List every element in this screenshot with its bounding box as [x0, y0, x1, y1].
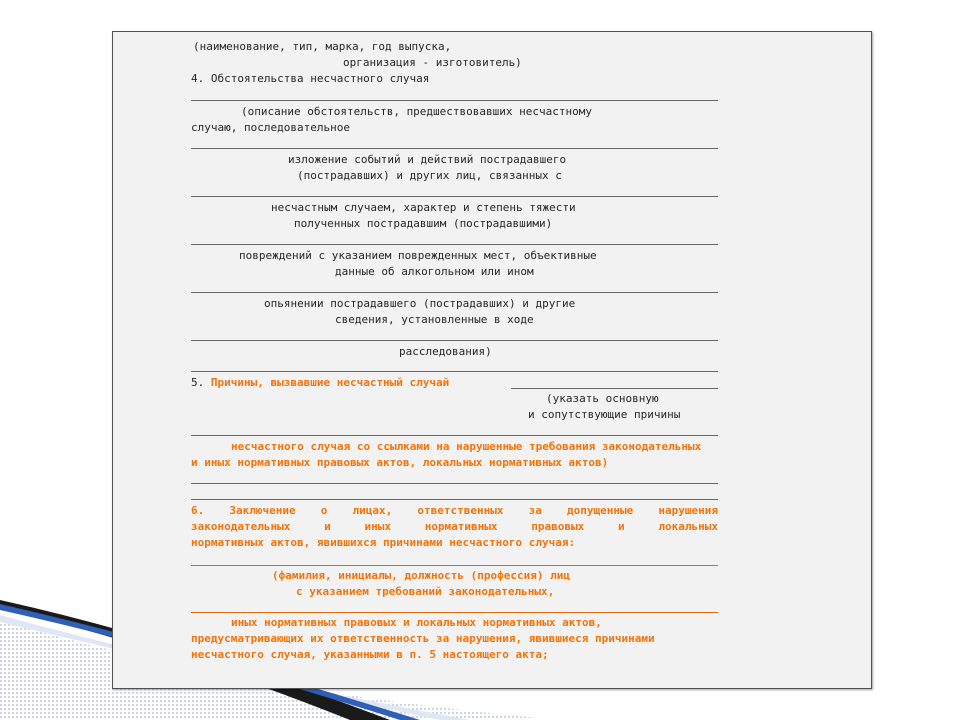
doc-line — [191, 376, 449, 389]
blank-line — [191, 244, 718, 245]
blank-line — [191, 612, 718, 613]
doc-line: 6. Заключение о лицах, ответственных за допущенные нарушения — [191, 504, 718, 517]
blank-line — [191, 371, 718, 372]
doc-line: несчастного случая со ссылками на нарушенные требования законодательных — [231, 440, 702, 453]
doc-line: случаю, последовательное — [191, 121, 350, 134]
doc-line: несчастного случая, указанными в п. 5 настоящего акта; — [191, 648, 549, 661]
doc-line: изложение событий и действий пострадавшего — [288, 153, 567, 166]
blank-line — [191, 340, 718, 341]
section-heading: Причины, вызвавшие несчастный случай — [210, 376, 450, 389]
blank-line — [191, 499, 718, 500]
doc-line: полученных пострадавшим (пострадавшими) — [294, 217, 553, 230]
blank-line — [191, 292, 718, 293]
blank-line — [511, 388, 718, 389]
doc-line: законодательных и иных нормативных правовых и локальных — [191, 520, 718, 533]
blank-line — [191, 483, 718, 484]
doc-line: сведения, установленные в ходе — [335, 313, 534, 326]
doc-line: (пострадавших) и других лиц, связанных с — [297, 169, 562, 182]
doc-line: данные об алкогольном или ином — [335, 265, 534, 278]
blank-line — [191, 196, 718, 197]
doc-line: расследования) — [399, 345, 492, 358]
doc-line: опьянении пострадавшего (пострадавших) и другие — [264, 297, 576, 310]
doc-line: нормативных актов, явившихся причинами несчастного случая: — [191, 536, 576, 549]
doc-line: (наименование, тип, марка, год выпуска, — [193, 40, 452, 53]
blank-line — [191, 435, 718, 436]
blank-line — [191, 100, 718, 101]
section-number: 5. — [191, 376, 211, 389]
doc-line: организация - изготовитель) — [343, 56, 522, 69]
doc-line: иных нормативных правовых и локальных нормативных актов, — [231, 616, 602, 629]
doc-line: (фамилия, инициалы, должность (профессия) лиц — [272, 569, 571, 582]
doc-line: с указанием требований законодательных, — [296, 585, 555, 598]
doc-line: повреждений с указанием поврежденных мест, объективные — [239, 249, 597, 262]
doc-line: и сопутствующие причины — [528, 408, 681, 421]
doc-line: и иных нормативных правовых актов, локальных нормативных актов) — [191, 456, 609, 469]
doc-line: несчастным случаем, характер и степень тяжести — [271, 201, 576, 214]
doc-line: (указать основную — [546, 392, 659, 405]
doc-line: (описание обстоятельств, предшествовавших несчастному — [241, 105, 592, 118]
blank-line — [191, 148, 718, 149]
doc-line: предусматривающих их ответственность за нарушения, явившиеся причинами — [191, 632, 655, 645]
doc-line: 4. Обстоятельства несчастного случая — [191, 72, 430, 85]
blank-line — [191, 565, 718, 566]
